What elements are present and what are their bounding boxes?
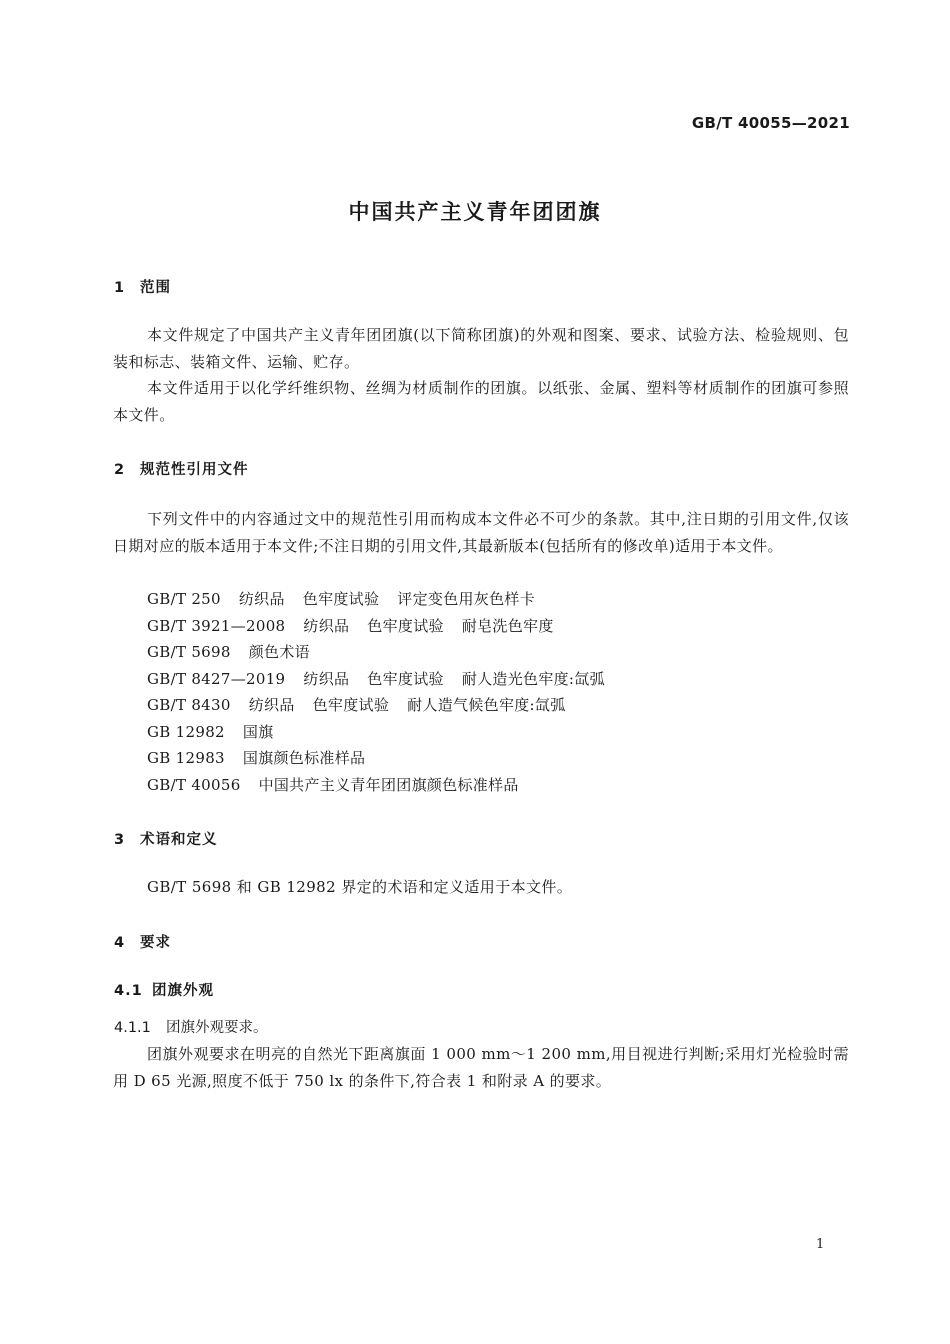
section-number: 4 [114,935,126,951]
reference-item [147,694,566,715]
reference-code: GB 12982 [147,722,225,741]
section-title: 要求 [140,935,171,951]
reference-code: GB/T 8430 [147,696,231,714]
reference-title-part: 纺织品 [303,669,350,688]
reference-code: GB/T 250 [147,590,221,608]
reference-title-part: 色牢度试验 [367,616,444,635]
reference-code: GB/T 40056 [147,775,241,794]
section-1-paragraph-1: 本文件规定了中国共产主义青年团团旗(以下简称团旗)的外观和图案、要求、试验方法、检验规则、包装和标志、装箱文件、运输、贮存。 [113,326,849,371]
section-number: 2 [114,462,126,478]
reference-title-part: 纺织品 [303,616,350,635]
reference-title-part: 色牢度试验 [367,669,444,688]
reference-title-part: 耐人造光色牢度:氙弧 [461,669,605,688]
subsection-4-1-heading [114,979,214,1000]
reference-title-part: 色牢度试验 [312,696,390,714]
section-2-heading [114,458,249,479]
section-title: 范围 [140,280,171,296]
section-3-paragraph: GB/T 5698 和 GB 12982 界定的术语和定义适用于本文件。 [147,878,573,896]
reference-item [147,668,605,689]
reference-title-part: 纺织品 [238,590,285,608]
reference-title-part: 色牢度试验 [302,590,380,608]
subsection-4-1-1-heading [114,1016,268,1037]
reference-item [147,721,274,742]
reference-title-part: 评定变色用灰色样卡 [397,590,535,608]
reference-title-part: 耐人造气候色牢度:氙弧 [407,696,566,714]
section-number: 1 [114,280,126,296]
document-title: 中国共产主义青年团团旗 [348,200,602,224]
reference-item [147,747,365,768]
reference-item [147,615,554,636]
subsection-title: 团旗外观要求。 [166,1020,268,1036]
subsection-number: 4.1 [114,983,143,999]
section-3-heading [114,828,218,849]
reference-title-part: 颜色术语 [248,643,310,661]
reference-title-part: 耐皂洗色牢度 [461,616,554,635]
section-number: 3 [114,832,126,848]
page-number: 1 [816,1237,825,1252]
reference-item [147,641,310,662]
section-1-heading [114,276,171,297]
reference-code: GB/T 5698 [147,643,231,661]
reference-title-part: 中国共产主义青年团团旗颜色标准样品 [258,775,519,794]
section-title: 术语和定义 [140,832,218,848]
section-title: 规范性引用文件 [140,462,249,478]
standard-code: GB/T 40055—2021 [691,114,850,132]
reference-title-part: 国旗颜色标准样品 [242,749,366,767]
reference-item [147,588,535,609]
section-1-paragraph-2: 本文件适用于以化学纤维织物、丝绸为材质制作的团旗。以纸张、金属、塑料等材质制作的团旗可参照本文件。 [113,379,849,424]
reference-title-part: 纺织品 [248,696,295,714]
subsection-number: 4.1.1 [114,1020,151,1036]
section-2-intro: 下列文件中的内容通过文中的规范性引用而构成本文件必不可少的条款。其中,注日期的引用文件,仅该日期对应的版本适用于本文件;不注日期的引用文件,其最新版本(包括所有的修改单)适用于本文件。 [113,510,849,555]
section-4-heading [114,931,171,952]
reference-code: GB/T 3921—2008 [147,616,286,635]
reference-title-part: 国旗 [242,722,274,741]
reference-code: GB 12983 [147,749,225,767]
subsection-4-1-1-paragraph: 团旗外观要求在明亮的自然光下距离旗面 1 000 mm～1 200 mm,用目视进行判断;采用灯光检验时需用 D 65 光源,照度不低于 750 lx 的条件下,符合表 1 和附录 A 的要求。 [113,1045,849,1090]
subsection-title: 团旗外观 [152,983,214,999]
reference-item [147,774,519,795]
reference-code: GB/T 8427—2019 [147,669,286,688]
